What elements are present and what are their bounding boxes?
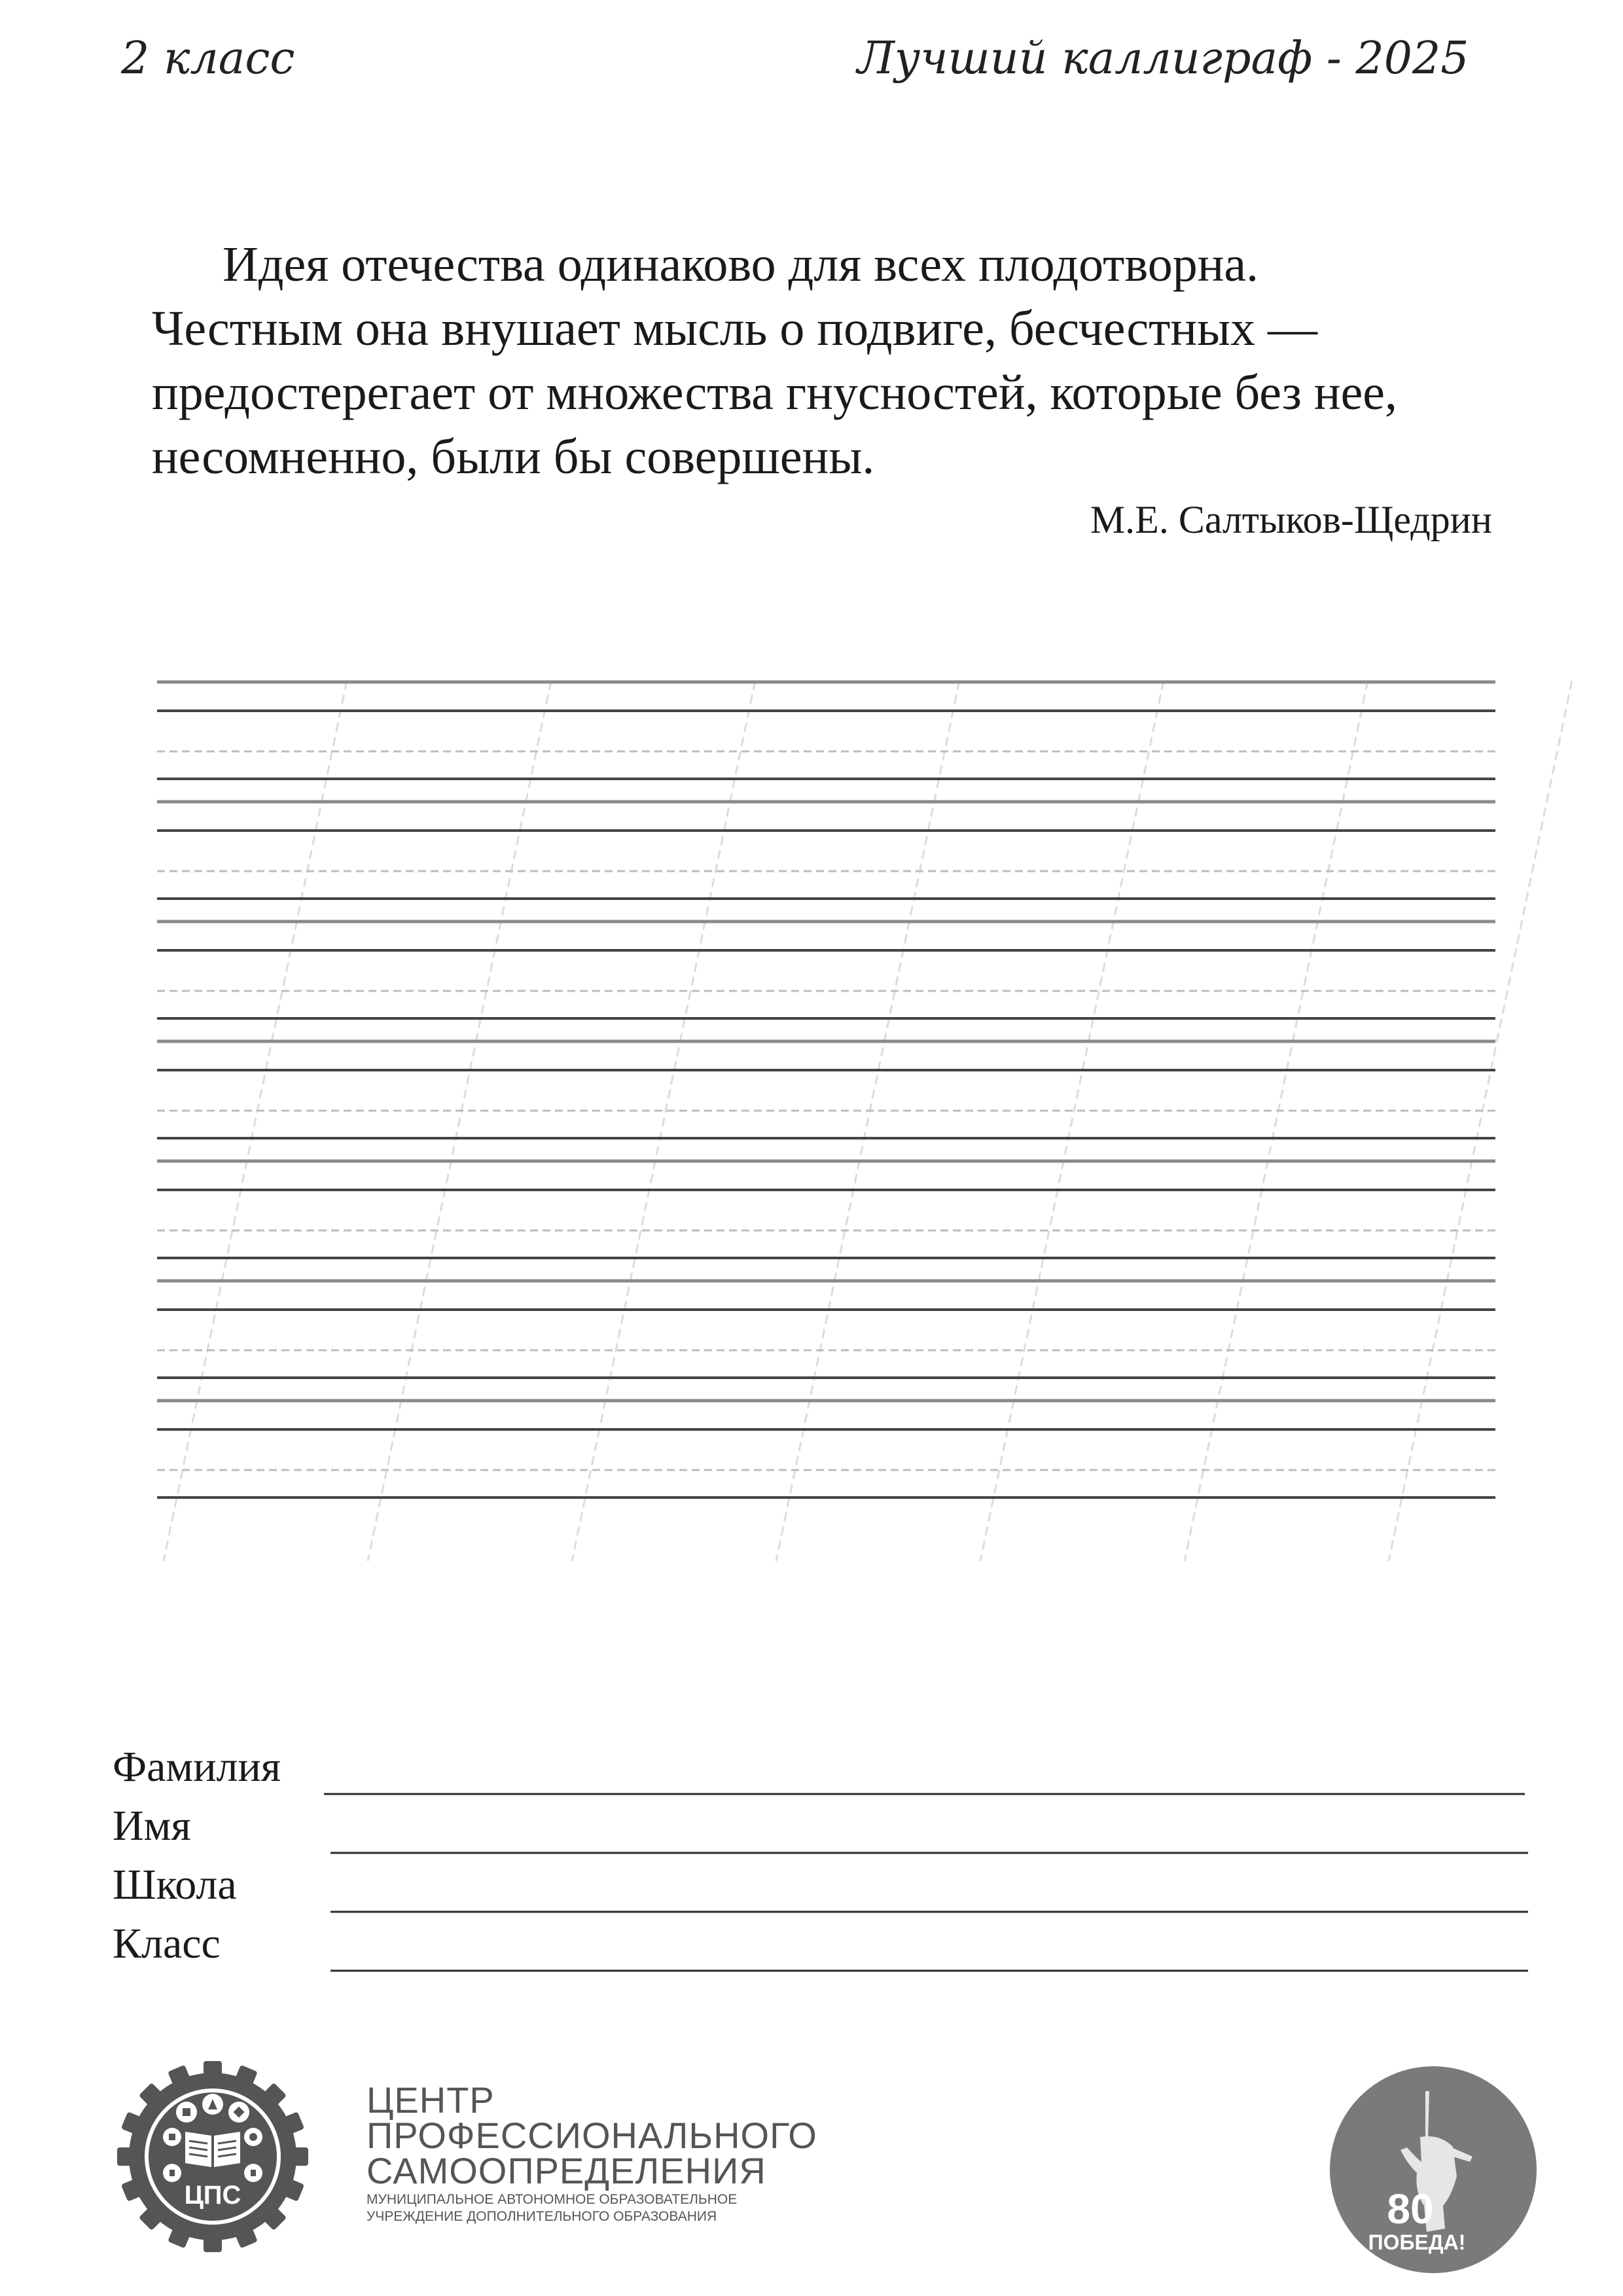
victory-number: 80: [1387, 2185, 1434, 2233]
name-label: Имя: [113, 1802, 191, 1850]
quote-line-1: Идея отечества одинаково для всех плодотворна.: [223, 237, 1259, 292]
class-label: Класс: [113, 1920, 221, 1967]
quote-line-4: несомненно, были бы совершены.: [152, 429, 875, 484]
org-line-1: ЦЕНТР: [366, 2079, 495, 2121]
victory-text: ПОБЕДА!: [1368, 2231, 1466, 2254]
school-label: Школа: [113, 1861, 237, 1909]
quote-line-3: предостерегает от множества гнусностей, которые без нее,: [152, 365, 1398, 420]
victory-80-badge: [1329, 2065, 1538, 2274]
contest-title: Лучший каллиграф - 2025: [857, 33, 1469, 84]
cps-logo-text: ЦПС: [184, 2181, 241, 2210]
org-small-2: УЧРЕЖДЕНИЕ ДОПОЛНИТЕЛЬНОГО ОБРАЗОВАНИЯ: [366, 2209, 717, 2224]
org-line-3: САМООПРЕДЕЛЕНИЯ: [366, 2150, 766, 2191]
quote-author: М.Е. Салтыков-Щедрин: [1090, 498, 1492, 541]
quote-line-2: Честным она внушает мысль о подвиге, бесчестных —: [152, 301, 1318, 356]
org-name: [366, 2079, 817, 2225]
surname-label: Фамилия: [113, 1743, 281, 1791]
org-line-2: ПРОФЕССИОНАЛЬНОГО: [366, 2115, 817, 2156]
org-small-1: МУНИЦИПАЛЬНОЕ АВТОНОМНОЕ ОБРАЗОВАТЕЛЬНОЕ: [366, 2192, 738, 2207]
cps-gear-logo: [115, 2058, 311, 2255]
grade-label: 2 класс: [121, 33, 295, 84]
